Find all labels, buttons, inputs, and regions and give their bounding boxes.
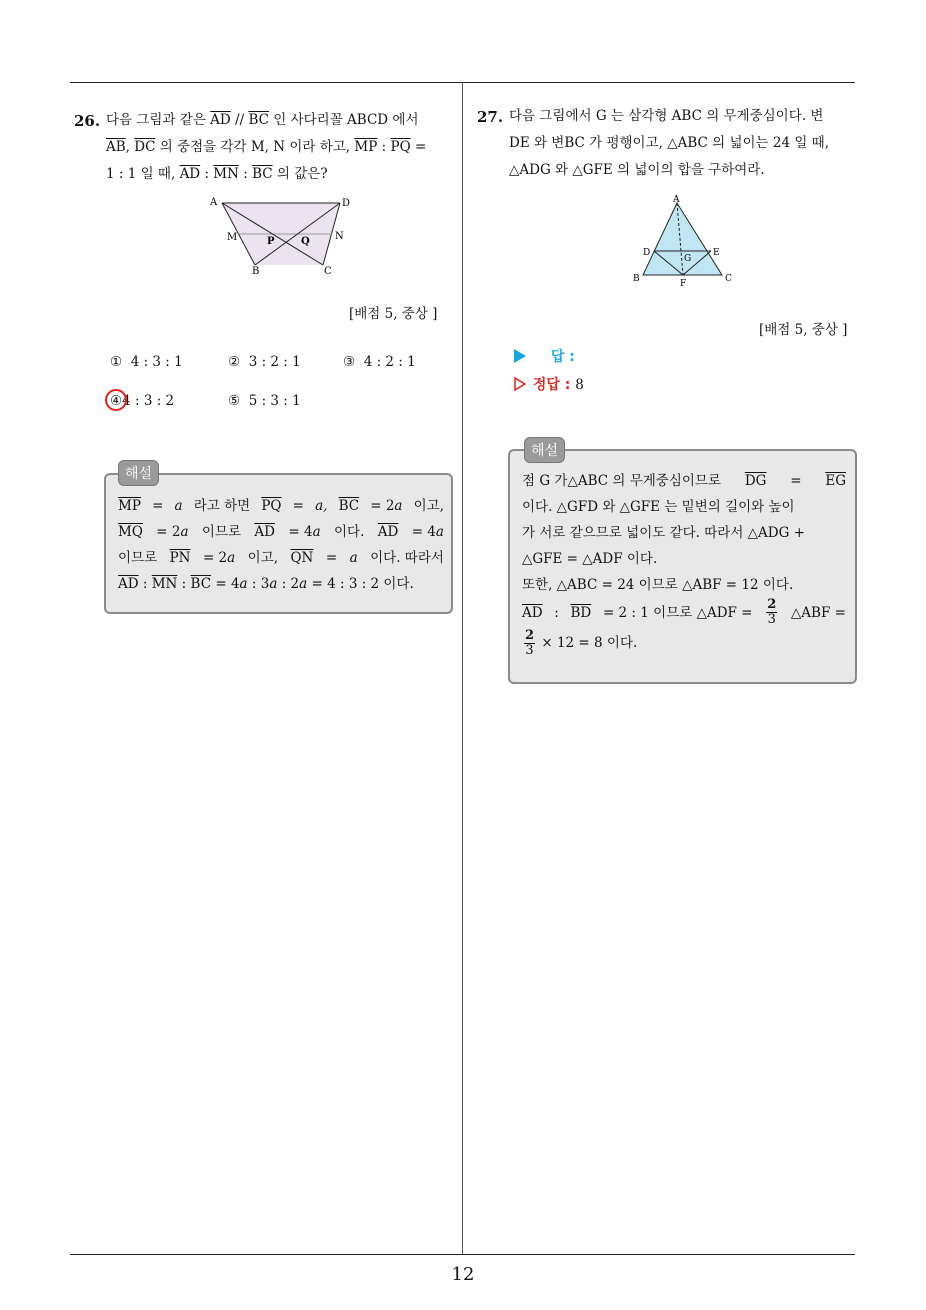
q26-solution-tag: 해설	[118, 460, 159, 486]
page-number: 12	[451, 1264, 475, 1285]
q26-solution-text	[118, 493, 444, 597]
q26-score: [배점 5, 중상 ]	[349, 306, 438, 322]
q27-correct-row	[514, 374, 584, 394]
q26-sol-line2: $\overline{MQ}$ = 2a 이므로 $\overline{AD}$ = 4a 이다. $\overline{AD}$ = 4a	[118, 524, 444, 540]
label-e: E	[713, 248, 720, 258]
label-c: C	[725, 274, 732, 284]
q26-choice-3[interactable]: ③ 4 : 2 : 1	[343, 354, 416, 370]
q27-line2: DE 와 변BC 가 평행이고, △ABC 의 넓이는 24 일 때,	[509, 135, 830, 151]
q27-line1: 다음 그림에서 G 는 삼각형 ABC 의 무게중심이다. 변	[509, 108, 824, 124]
q27-sol-line2: 이다. △GFD 와 △GFE 는 밑변의 길이와 높이	[522, 499, 795, 515]
correct-value: 8	[575, 377, 584, 393]
label-a: A	[210, 197, 218, 208]
q26-sol-line4: $\overline{AD}$ : $\overline{MN}$ : $\overline{BC} = 4a$ : 3a : 2a = 4 : 3 : 2 이다.	[118, 576, 414, 592]
q27-sol-line5: 또한, △ABC = 24 이므로 △ABF = 12 이다.	[522, 577, 794, 593]
selected-answer-circle	[105, 389, 127, 411]
q27-sol-line6: $\overline{AD}$ : $\overline{BD}$ = 2 : 1 이므로 △ADF = $\frac{2}{3}$ △ABF =	[522, 597, 846, 627]
label-n: N	[335, 231, 344, 242]
q27-answer-row	[514, 346, 575, 366]
label-b: B	[252, 266, 260, 275]
q26-choice-2[interactable]: ② 3 : 2 : 1	[228, 354, 301, 370]
play-arrow-icon	[514, 349, 526, 363]
q26-choice-1[interactable]: ① 4 : 3 : 1	[110, 354, 183, 370]
q26-line2: $\overline{AB}$, $\overline{DC}$ 의 중점을 각각 M, N 이라 하고, $\overline{MP}$ : $\overline{PQ}$ =	[106, 139, 427, 155]
q27-solution-tag: 해설	[524, 437, 565, 463]
fraction-two-thirds-2: $\frac{2}{3}$	[525, 628, 535, 658]
label-c: C	[324, 266, 332, 275]
label-a: A	[673, 195, 680, 205]
bottom-rule	[70, 1254, 855, 1255]
label-f: F	[680, 279, 687, 288]
q26-choice-5[interactable]: ⑤ 5 : 3 : 1	[228, 393, 301, 409]
q26-number: 26.	[74, 112, 101, 130]
correct-label: 정답 :	[532, 377, 571, 393]
q27-score: [배점 5, 중상 ]	[759, 322, 848, 338]
q27-sol-line3: 가 서로 같으므로 넓이도 같다. 따라서 △ADG +	[522, 525, 805, 541]
q26-trapezoid-figure	[205, 193, 355, 275]
q27-question-text	[509, 103, 859, 184]
q27-sol-line7: $\frac{2}{3}$ × 12 = 8 이다.	[525, 628, 638, 658]
label-b: B	[633, 274, 640, 284]
q27-line3: △ADG 와 △GFE 의 넓이의 합을 구하여라.	[509, 162, 765, 178]
label-p: P	[267, 236, 275, 247]
answer-label: 답 :	[550, 349, 575, 365]
q26-sol-line3: 이므로 $\overline{PN}$ = 2a 이고, $\overline{QN}$ = a 이다. 따라서	[118, 550, 444, 566]
fraction-two-thirds: $\frac{2}{3}$	[767, 597, 777, 627]
q27-number: 27.	[477, 108, 504, 126]
label-d: D	[342, 198, 351, 209]
label-m: M	[227, 232, 238, 243]
hollow-arrow-icon	[514, 377, 526, 391]
q26-sol-line1: $\overline{MP}$ = a 라고 하면 $\overline{PQ}$ = a, $\overline{BC}$ = 2a 이고,	[118, 498, 444, 514]
label-g: G	[684, 254, 692, 264]
column-divider	[462, 83, 463, 1254]
q27-sol-line1: 점 G 가△ABC 의 무게중심이므로 $\overline{DG}$ = $\overline{EG}$	[522, 473, 846, 489]
q26-line1: 다음 그림과 같은 $\overline{AD} // \overline{BC}$ 인 사다리꼴 ABCD 에서	[106, 112, 419, 128]
q26-question-text	[106, 107, 456, 188]
label-d: D	[643, 248, 651, 258]
q26-choice-4[interactable]: ④4 : 3 : 2	[110, 393, 175, 409]
q27-solution-text	[522, 468, 846, 658]
q27-sol-line4: △GFE = △ADF 이다.	[522, 551, 658, 567]
label-q: Q	[301, 236, 310, 247]
q26-line3: 1 : 1 일 때, $\overline{AD}$ : $\overline{MN}$ : $\overline{BC}$ 의 값은?	[106, 166, 328, 182]
q27-triangle-figure	[630, 193, 740, 288]
